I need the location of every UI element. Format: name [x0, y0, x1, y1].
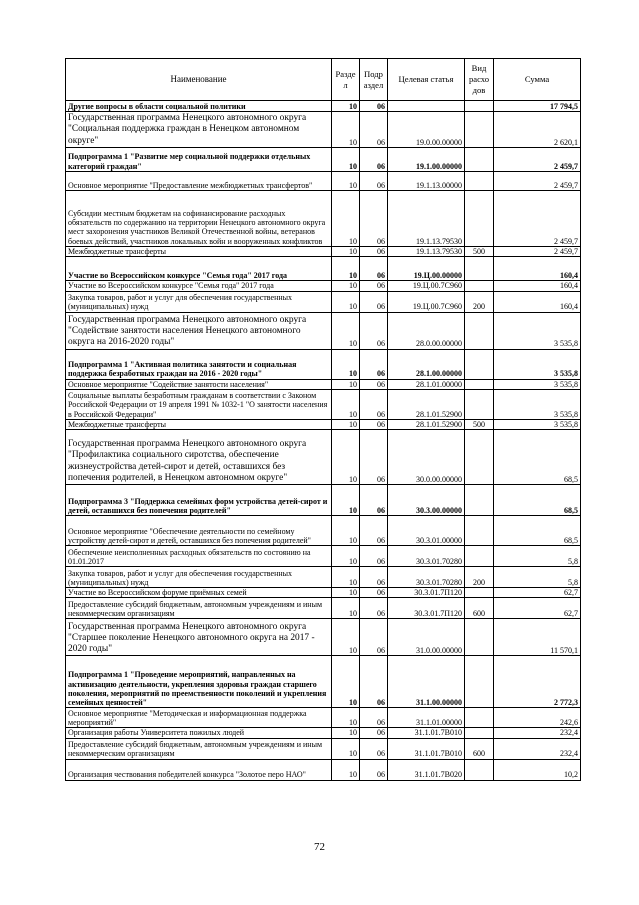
row-name: Основное мероприятие "Обеспечение деятельности по семейному устройству детей-сирот и детей, оставшихся без попечения родителей" — [66, 516, 332, 546]
row-sum: 62,7 — [494, 588, 581, 598]
row-sum: 5,8 — [494, 567, 581, 588]
row-subsection: 06 — [360, 430, 388, 485]
row-target-article: 31.1.01.7В020 — [388, 759, 465, 780]
row-name: Социальные выплаты безработным гражданам в соответствии с Законом Российской Федерации от 19 апреля 1991 № 1032-1 "О занятости населения в Российской Федерации" — [66, 389, 332, 419]
row-sum: 160,4 — [494, 281, 581, 291]
row-sum: 242,6 — [494, 708, 581, 728]
row-section: 10 — [332, 172, 360, 191]
row-section: 10 — [332, 312, 360, 349]
row-name: Государственная программа Ненецкого автономного округа "Старшее поколение Ненецкого автономного округа на 2017 - 2020 годы" — [66, 619, 332, 656]
header-expense-type: Вид расхо дов — [465, 59, 494, 101]
row-expense-type: 500 — [465, 247, 494, 257]
row-expense-type: 500 — [465, 419, 494, 429]
row-target-article: 30.3.01.7П120 — [388, 598, 465, 619]
row-sum: 17 794,5 — [494, 101, 581, 112]
table-row — [66, 619, 581, 656]
table-row — [66, 759, 581, 780]
row-name: Подпрограмма 3 "Поддержка семейных форм устройства детей-сирот и детей, оставшихся без попечения родителей" — [66, 485, 332, 516]
row-name: Межбюджетные трансферты — [66, 419, 332, 429]
table-row — [66, 389, 581, 419]
row-sum: 68,5 — [494, 485, 581, 516]
row-expense-type — [465, 759, 494, 780]
row-expense-type: 600 — [465, 598, 494, 619]
row-sum: 2 459,7 — [494, 247, 581, 257]
header-subsection: Подр аздел — [360, 59, 388, 101]
row-target-article: 31.1.00.00000 — [388, 656, 465, 708]
row-target-article: 31.1.01.7В010 — [388, 738, 465, 759]
row-expense-type — [465, 619, 494, 656]
row-expense-type: 200 — [465, 567, 494, 588]
row-sum: 3 535,8 — [494, 312, 581, 349]
row-sum: 232,4 — [494, 728, 581, 738]
header-target-article: Целевая статья — [388, 59, 465, 101]
table-row — [66, 656, 581, 708]
row-name: Подпрограмма 1 "Развитие мер социальной поддержки отдельных категорий граждан" — [66, 148, 332, 172]
row-name: Подпрограмма 1 "Активная политика занятости и социальная поддержка безработных граждан на 2016 - 2020 годы" — [66, 349, 332, 379]
row-name: Основное мероприятие "Содействие занятости населения" — [66, 379, 332, 389]
row-name: Участие во Всероссийском конкурсе "Семья года" 2017 года — [66, 281, 332, 291]
row-section: 10 — [332, 247, 360, 257]
row-name: Участие во Всероссийском форуме приёмных семей — [66, 588, 332, 598]
row-name: Государственная программа Ненецкого автономного округа "Социальная поддержка граждан в Ненецком автономном округе" — [66, 112, 332, 148]
row-name: Закупка товаров, работ и услуг для обеспечения государственных (муниципальных) нужд — [66, 291, 332, 312]
row-target-article: 30.0.00.00000 — [388, 430, 465, 485]
table-row — [66, 728, 581, 738]
row-name: Организация чествования победителей конкурса "Золотое перо НАО" — [66, 759, 332, 780]
row-name: Предоставление субсидий бюджетным, автономным учреждениям и иным некоммерческим организациям — [66, 598, 332, 619]
row-section: 10 — [332, 191, 360, 247]
row-expense-type — [465, 389, 494, 419]
row-name: Предоставление субсидий бюджетным, автономным учреждениям и иным некоммерческим организациям — [66, 738, 332, 759]
row-sum: 68,5 — [494, 516, 581, 546]
row-subsection: 06 — [360, 312, 388, 349]
row-sum: 5,8 — [494, 546, 581, 567]
row-name: Другие вопросы в области социальной политики — [66, 101, 332, 112]
row-name: Государственная программа Ненецкого автономного округа "Профилактика социального сиротства, обеспечение жизнеустройства детей-сирот и детей, оставшихся без попечения родителей, в Ненецком автономном округе" — [66, 430, 332, 485]
row-subsection: 06 — [360, 759, 388, 780]
row-section: 10 — [332, 485, 360, 516]
row-subsection: 06 — [360, 148, 388, 172]
table-header — [66, 59, 581, 101]
row-expense-type — [465, 349, 494, 379]
row-subsection: 06 — [360, 291, 388, 312]
row-target-article: 19.Ц.00.7С960 — [388, 291, 465, 312]
row-subsection: 06 — [360, 619, 388, 656]
row-sum: 2 620,1 — [494, 112, 581, 148]
row-expense-type: 600 — [465, 738, 494, 759]
table-row — [66, 567, 581, 588]
row-subsection: 06 — [360, 247, 388, 257]
row-section: 10 — [332, 598, 360, 619]
row-target-article: 30.3.01.00000 — [388, 516, 465, 546]
table-row — [66, 598, 581, 619]
row-section: 10 — [332, 257, 360, 281]
row-subsection: 06 — [360, 257, 388, 281]
row-target-article: 28.1.01.52900 — [388, 389, 465, 419]
table-row — [66, 191, 581, 247]
row-target-article: 19.1.13.79530 — [388, 247, 465, 257]
row-target-article: 19.1.13.00000 — [388, 172, 465, 191]
row-sum: 2 459,7 — [494, 191, 581, 247]
table-row — [66, 257, 581, 281]
table-row — [66, 148, 581, 172]
row-subsection: 06 — [360, 708, 388, 728]
row-sum: 232,4 — [494, 738, 581, 759]
table-row — [66, 419, 581, 429]
row-expense-type — [465, 708, 494, 728]
row-name: Государственная программа Ненецкого автономного округа "Содействие занятости населения Ненецкого автономного округа на 2016-2020 годы" — [66, 312, 332, 349]
row-subsection: 06 — [360, 656, 388, 708]
row-name: Межбюджетные трансферты — [66, 247, 332, 257]
row-expense-type — [465, 516, 494, 546]
row-expense-type — [465, 281, 494, 291]
table-row — [66, 516, 581, 546]
row-subsection: 06 — [360, 728, 388, 738]
row-subsection: 06 — [360, 598, 388, 619]
row-section: 10 — [332, 588, 360, 598]
row-target-article: 31.0.00.00000 — [388, 619, 465, 656]
table-row — [66, 312, 581, 349]
table-row — [66, 112, 581, 148]
row-target-article — [388, 101, 465, 112]
row-sum: 3 535,8 — [494, 379, 581, 389]
row-section: 10 — [332, 379, 360, 389]
table-row — [66, 430, 581, 485]
row-subsection: 06 — [360, 349, 388, 379]
row-target-article: 19.Ц.00.00000 — [388, 257, 465, 281]
row-subsection: 06 — [360, 588, 388, 598]
table-row — [66, 281, 581, 291]
row-sum: 3 535,8 — [494, 349, 581, 379]
row-subsection: 06 — [360, 516, 388, 546]
row-expense-type — [465, 379, 494, 389]
row-subsection: 06 — [360, 485, 388, 516]
row-target-article: 28.1.01.52900 — [388, 419, 465, 429]
row-subsection: 06 — [360, 281, 388, 291]
row-subsection: 06 — [360, 738, 388, 759]
row-expense-type — [465, 148, 494, 172]
row-expense-type — [465, 485, 494, 516]
table-row — [66, 291, 581, 312]
row-sum: 2 772,3 — [494, 656, 581, 708]
table-row — [66, 349, 581, 379]
row-sum: 2 459,7 — [494, 172, 581, 191]
row-target-article: 30.3.01.7П120 — [388, 588, 465, 598]
row-name: Участие во Всероссийском конкурсе "Семья года" 2017 года — [66, 257, 332, 281]
row-section: 10 — [332, 281, 360, 291]
row-section: 10 — [332, 546, 360, 567]
row-subsection: 06 — [360, 419, 388, 429]
row-subsection: 06 — [360, 172, 388, 191]
table-row — [66, 588, 581, 598]
row-name: Подпрограмма 1 "Проведение мероприятий, направленных на активизацию деятельности, укрепления здоровья граждан старшего поколения, мероприятий по преемственности поколений и укрепления семейных ценностей" — [66, 656, 332, 708]
row-target-article: 31.1.01.7В010 — [388, 728, 465, 738]
row-target-article: 30.3.01.70280 — [388, 546, 465, 567]
table-row — [66, 247, 581, 257]
row-sum: 160,4 — [494, 257, 581, 281]
row-name: Субсидии местным бюджетам на софинансирование расходных обязательств по содержанию на территории Ненецкого автономного округа мест захоронения участников Великой Отечественной войны, ветеранов боевых действий, участников локальных войн и вооруженных конфликтов — [66, 191, 332, 247]
row-subsection: 06 — [360, 379, 388, 389]
row-target-article: 28.0.00.00000 — [388, 312, 465, 349]
row-expense-type — [465, 172, 494, 191]
row-section: 10 — [332, 419, 360, 429]
row-section: 10 — [332, 567, 360, 588]
row-expense-type — [465, 191, 494, 247]
table-row — [66, 546, 581, 567]
table-row — [66, 172, 581, 191]
row-expense-type — [465, 546, 494, 567]
row-section: 10 — [332, 708, 360, 728]
row-section: 10 — [332, 656, 360, 708]
row-subsection: 06 — [360, 546, 388, 567]
row-expense-type — [465, 312, 494, 349]
row-target-article: 28.1.01.00000 — [388, 379, 465, 389]
row-section: 10 — [332, 430, 360, 485]
table-row — [66, 738, 581, 759]
table-row — [66, 708, 581, 728]
row-subsection: 06 — [360, 567, 388, 588]
row-target-article: 30.3.00.00000 — [388, 485, 465, 516]
row-subsection: 06 — [360, 389, 388, 419]
row-section: 10 — [332, 619, 360, 656]
page-number: 72 — [314, 841, 325, 853]
row-section: 10 — [332, 291, 360, 312]
row-target-article: 19.1.00.00000 — [388, 148, 465, 172]
row-expense-type — [465, 112, 494, 148]
row-sum: 11 570,1 — [494, 619, 581, 656]
row-expense-type — [465, 656, 494, 708]
row-section: 10 — [332, 738, 360, 759]
row-sum: 3 535,8 — [494, 389, 581, 419]
row-section: 10 — [332, 728, 360, 738]
row-section: 10 — [332, 112, 360, 148]
row-expense-type — [465, 588, 494, 598]
row-subsection: 06 — [360, 112, 388, 148]
row-target-article: 30.3.01.70280 — [388, 567, 465, 588]
row-sum: 160,4 — [494, 291, 581, 312]
row-target-article: 28.1.00.00000 — [388, 349, 465, 379]
row-section: 10 — [332, 349, 360, 379]
row-sum: 2 459,7 — [494, 148, 581, 172]
header-name: Наименование — [66, 59, 332, 101]
row-expense-type — [465, 430, 494, 485]
header-section: Разде л — [332, 59, 360, 101]
row-section: 10 — [332, 516, 360, 546]
row-expense-type — [465, 257, 494, 281]
row-target-article: 19.1.13.79530 — [388, 191, 465, 247]
row-name: Обеспечение неисполненных расходных обязательств по состоянию на 01.01.2017 — [66, 546, 332, 567]
row-sum: 10,2 — [494, 759, 581, 780]
row-name: Закупка товаров, работ и услуг для обеспечения государственных (муниципальных) нужд — [66, 567, 332, 588]
row-name: Организация работы Университета пожилых людей — [66, 728, 332, 738]
row-sum: 62,7 — [494, 598, 581, 619]
row-subsection: 06 — [360, 101, 388, 112]
row-name: Основное мероприятие "Предоставление межбюджетных трансфертов" — [66, 172, 332, 191]
row-target-article: 19.0.00.00000 — [388, 112, 465, 148]
header-sum: Сумма — [494, 59, 581, 101]
row-name: Основное мероприятие "Методическая и информационная поддержка мероприятий" — [66, 708, 332, 728]
budget-table — [65, 58, 581, 781]
table-body — [66, 101, 581, 781]
row-section: 10 — [332, 148, 360, 172]
row-sum: 68,5 — [494, 430, 581, 485]
row-expense-type — [465, 728, 494, 738]
row-section: 10 — [332, 101, 360, 112]
row-section: 10 — [332, 389, 360, 419]
table-row — [66, 379, 581, 389]
row-target-article: 31.1.01.00000 — [388, 708, 465, 728]
table-row — [66, 101, 581, 112]
row-sum: 3 535,8 — [494, 419, 581, 429]
table-row — [66, 485, 581, 516]
row-expense-type: 200 — [465, 291, 494, 312]
row-expense-type — [465, 101, 494, 112]
row-section: 10 — [332, 759, 360, 780]
row-subsection: 06 — [360, 191, 388, 247]
row-target-article: 19.Ц.00.7С960 — [388, 281, 465, 291]
